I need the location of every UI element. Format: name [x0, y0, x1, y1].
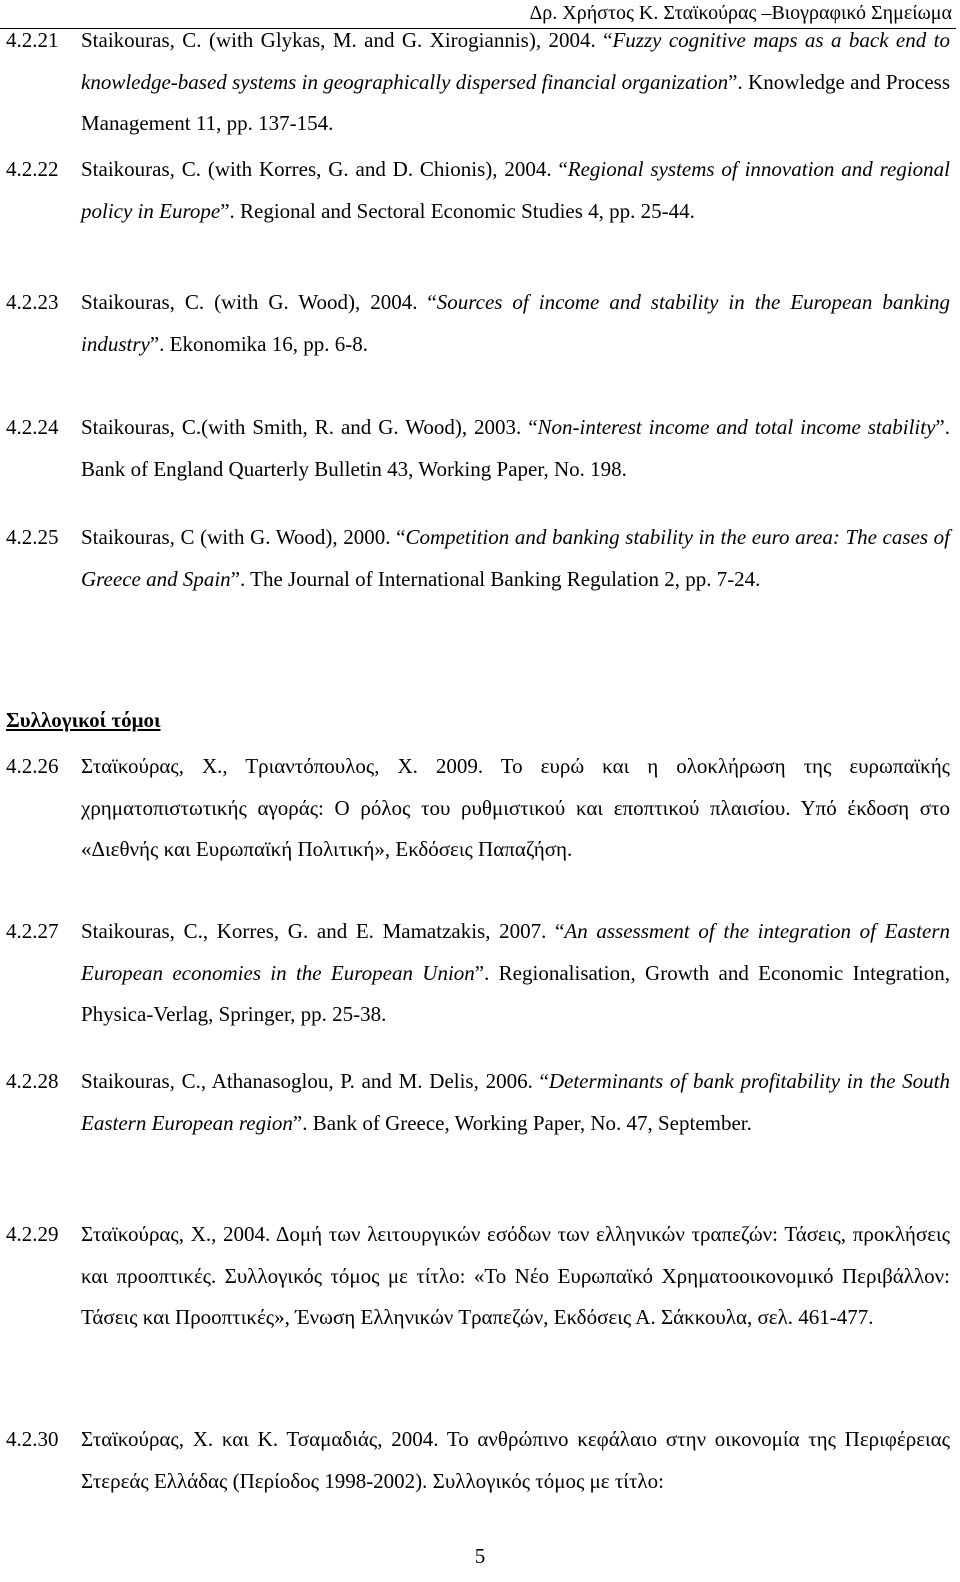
reference-title: Determinants of bank profitability in the South Eastern European region: [81, 1069, 950, 1135]
reference-title: Competition and banking stability in the euro area: The cases of Greece and Spain: [81, 525, 950, 591]
reference-item: [6, 149, 950, 232]
reference-title: An assessment of the integration of Eastern European economies in the European Union: [81, 919, 950, 985]
reference-text: Staikouras, C. (with Glykas, M. and G. Xirogiannis), 2004. “Fuzzy cognitive maps as a back end to knowledge-based systems in geographically dispersed financial organization”. Knowledge and Process Management 11, pp. 137-154.: [81, 28, 950, 135]
reference-title: Non-interest income and total income stability: [537, 415, 936, 439]
reference-item: [6, 282, 950, 365]
reference-text: Staikouras, C.(with Smith, R. and G. Wood), 2003. “Non-interest income and total income stability”. Bank of England Quarterly Bulletin 43, Working Paper, No. 198.: [81, 415, 950, 481]
reference-number: 4.2.23: [6, 290, 59, 314]
reference-number: 4.2.29: [6, 1222, 59, 1246]
reference-text: Σταϊκούρας, Χ., Τριαντόπουλος, Χ. 2009. Το ευρώ και η ολοκλήρωση της ευρωπαϊκής χρηματοπιστωτικής αγοράς: Ο ρόλος του ρυθμιστικού και εποπτικού πλαισίου. Υπό έκδοση στο «Διεθνής και Ευρωπαϊκή Πολιτική», Εκδόσεις Παπαζήση.: [81, 754, 950, 861]
reference-item: [6, 517, 950, 600]
reference-item: [6, 1214, 950, 1339]
reference-number: 4.2.30: [6, 1427, 59, 1451]
reference-text: Staikouras, C (with G. Wood), 2000. “Competition and banking stability in the euro area: The cases of Greece and Spain”. The Journal of International Banking Regulation 2, pp. 7-24.: [81, 525, 950, 591]
reference-item: [6, 20, 950, 145]
reference-item: [6, 746, 950, 871]
reference-number: 4.2.24: [6, 415, 59, 439]
reference-number: 4.2.21: [6, 28, 59, 52]
running-header: Δρ. Χρήστος Κ. Σταϊκούρας –Βιογραφικό Σημείωμα: [529, 2, 952, 24]
reference-text: Σταϊκούρας, Χ. και Κ. Τσαμαδιάς, 2004. Το ανθρώπινο κεφάλαιο στην οικονομία της Περιφέρειας Στερεάς Ελλάδας (Περίοδος 1998-2002). Συλλογικός τόμος με τίτλο:: [81, 1427, 950, 1493]
reference-title: Regional systems of innovation and regional policy in Europe: [81, 157, 950, 223]
reference-number: 4.2.27: [6, 919, 59, 943]
reference-text: Staikouras, C. (with G. Wood), 2004. “Sources of income and stability in the European banking industry”. Ekonomika 16, pp. 6-8.: [81, 290, 950, 356]
reference-item: [6, 1419, 950, 1502]
reference-item: [6, 1061, 950, 1144]
reference-number: 4.2.26: [6, 754, 59, 778]
reference-item: [6, 407, 950, 490]
reference-number: 4.2.22: [6, 157, 59, 181]
reference-title: Sources of income and stability in the European banking industry: [81, 290, 950, 356]
reference-text: Σταϊκούρας, Χ., 2004. Δομή των λειτουργικών εσόδων των ελληνικών τραπεζών: Τάσεις, προκλήσεις και προοπτικές. Συλλογικός τόμος με τίτλο: «Το Νέο Ευρωπαϊκό Χρηματοοικονομικό Περιβάλλον: Τάσεις και Προοπτικές», Ένωση Ελληνικών Τραπεζών, Εκδόσεις Α. Σάκκουλα, σελ. 461-477.: [81, 1222, 950, 1329]
reference-number: 4.2.25: [6, 525, 59, 549]
reference-text: Staikouras, C., Athanasoglou, P. and M. Delis, 2006. “Determinants of bank profitability in the South Eastern European region”. Bank of Greece, Working Paper, No. 47, September.: [81, 1069, 950, 1135]
reference-number: 4.2.28: [6, 1069, 59, 1093]
section-heading: Συλλογικοί τόμοι: [6, 708, 161, 732]
reference-text: Staikouras, C., Korres, G. and E. Mamatzakis, 2007. “An assessment of the integration of Eastern European economies in the European Union”. Regionalisation, Growth and Economic Integration, Physica-Verlag, Springer, pp. 25-38.: [81, 919, 950, 1026]
reference-item: [6, 911, 950, 1036]
page-number: 5: [474, 1544, 486, 1568]
reference-title: Fuzzy cognitive maps as a back end to knowledge-based systems in geographically dispersed financial organization: [81, 28, 950, 94]
reference-text: Staikouras, C. (with Korres, G. and D. Chionis), 2004. “Regional systems of innovation and regional policy in Europe”. Regional and Sectoral Economic Studies 4, pp. 25-44.: [81, 157, 950, 223]
